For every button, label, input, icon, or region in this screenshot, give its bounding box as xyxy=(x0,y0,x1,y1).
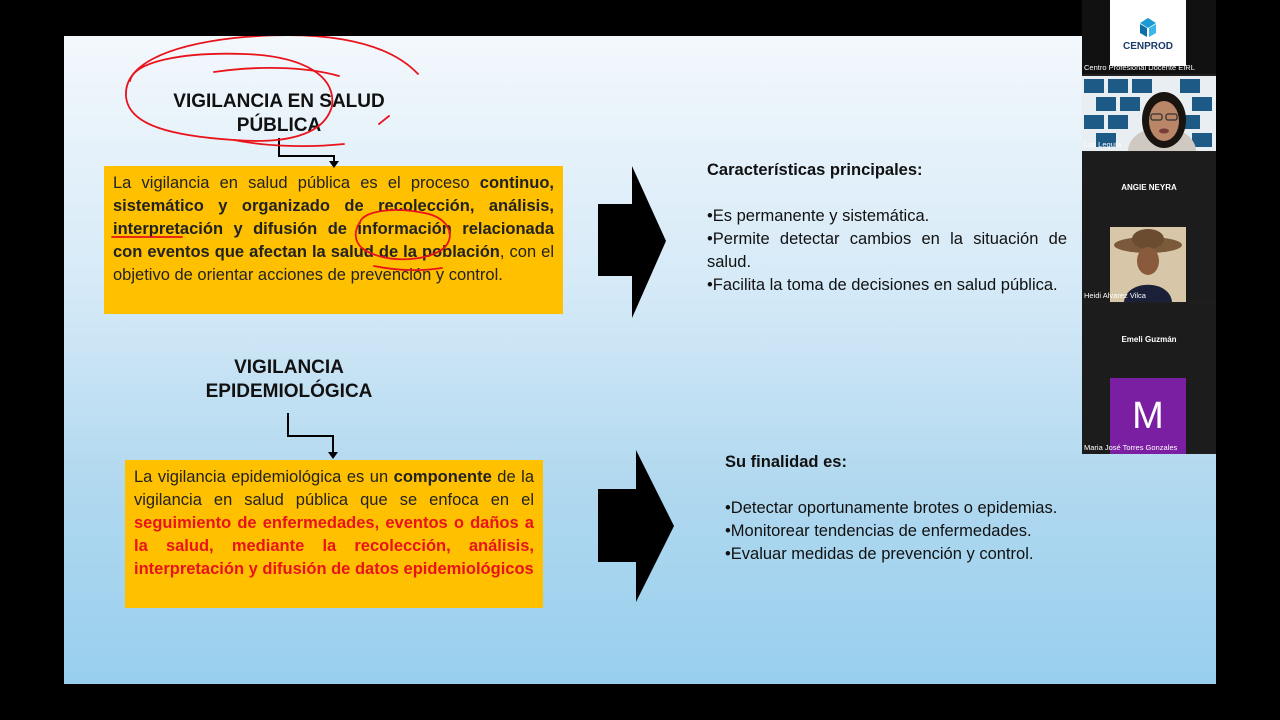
slide-shapes xyxy=(64,36,1216,684)
big-arrow-2 xyxy=(598,450,674,602)
purpose-heading: Su finalidad es: xyxy=(725,453,847,471)
list-item: •Detectar oportunamente brotes o epidemias. xyxy=(725,499,1058,517)
participant-title: ANGIE NEYRA xyxy=(1121,183,1177,192)
participant-tile-heidi[interactable] xyxy=(1082,152,1216,302)
participant-tile-host[interactable] xyxy=(1082,0,1216,74)
participant-name: Centro Profesional Docente EIRL xyxy=(1084,63,1195,72)
big-arrow-1 xyxy=(598,166,666,318)
characteristics-heading: Características principales: xyxy=(707,161,923,179)
title-vigilancia-epidemiologica: VIGILANCIA EPIDEMIOLÓGICA xyxy=(205,357,373,402)
list-item: •Permite detectar cambios en la situación de salud. xyxy=(707,230,1067,271)
connector-arrowhead-1 xyxy=(329,161,339,168)
connector-arrowhead-2 xyxy=(328,452,338,459)
presentation-slide xyxy=(64,36,1216,684)
cenprod-logo-text: CENPROD xyxy=(1122,41,1173,52)
definition-box-salud-publica: La vigilancia en salud pública es el proceso continuo, sistemático y organizado de recolección, análisis, interpretación y difusión de información relacionada con eventos que afectan la salud de la población, con el objetivo de orientar acciones de prevención y control. xyxy=(104,166,563,314)
list-item: •Evaluar medidas de prevención y control. xyxy=(725,545,1034,563)
participant-title: Emeli Guzmán xyxy=(1121,335,1177,344)
participant-tile-luz[interactable] xyxy=(1082,76,1216,151)
title-vigilancia-salud-publica: VIGILANCIA EN SALUD PÚBLICA xyxy=(173,91,385,136)
participant-name: Luz Leguía xyxy=(1084,140,1122,149)
connector-arrow-2 xyxy=(288,413,333,454)
participants-panel xyxy=(1082,0,1216,454)
definition-box-epidemiologica: La vigilancia epidemiológica es un componente de la vigilancia en salud pública que se enfoca en el seguimiento de enfermedades, eventos o daños a la salud, mediante la recolección, análisis, interpretación y difusión de datos epidemiológicos xyxy=(125,460,543,608)
list-item: •Monitorear tendencias de enfermedades. xyxy=(725,522,1032,540)
pen-annotations xyxy=(112,36,450,270)
cube-icon xyxy=(1110,0,1186,66)
participant-name: Heidi Alvarez Vilca xyxy=(1084,291,1146,300)
avatar: M xyxy=(1110,378,1186,454)
cenprod-logo xyxy=(1110,0,1186,66)
participant-tile-maria[interactable] xyxy=(1082,303,1216,454)
participant-name: Maria José Torres Gonzales xyxy=(1084,443,1178,452)
connector-arrow-1 xyxy=(279,138,334,164)
list-item: •Facilita la toma de decisiones en salud pública. xyxy=(707,276,1058,294)
list-item: •Es permanente y sistemática. xyxy=(707,207,930,225)
